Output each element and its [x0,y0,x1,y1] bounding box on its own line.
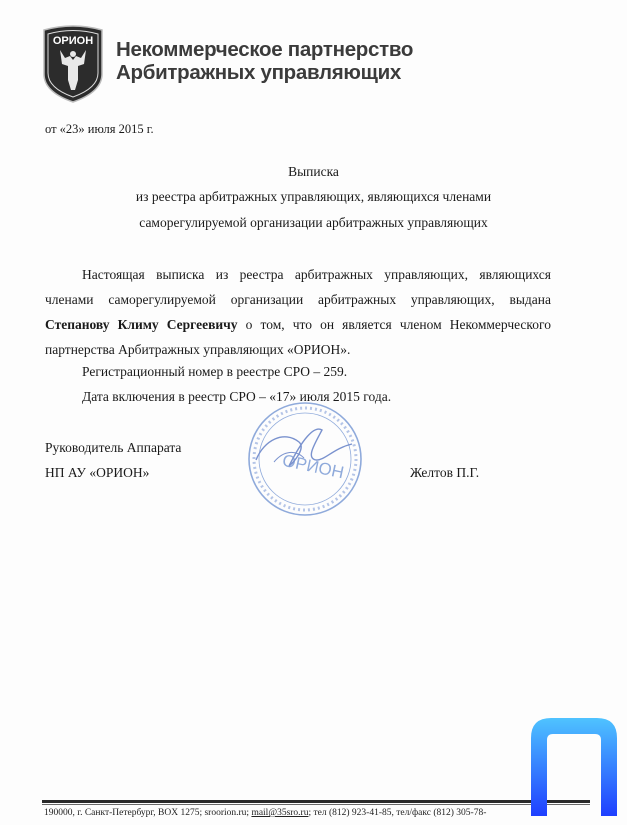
registration-number: Регистрационный номер в реестре СРО – 259. [82,364,348,379]
footer-address: 190000, г. Санкт-Петербург, BOX 1275; srooriоn.ru; [44,808,250,818]
document-title: Выписка [288,164,339,179]
signatory-title-line2: НП АУ «ОРИОН» [45,465,150,480]
signatory-name: Желтов П.Г. [410,465,480,480]
inclusion-date: Дата включения в реестр СРО – «17» июля 2015 года. [82,389,392,404]
document-subtitle-line2: саморегулируемой организации арбитражных управляющих [139,215,488,230]
stamp-center-text: ОРИОН [280,450,346,483]
document-subtitle-line1: из реестра арбитражных управляющих, являющихся членами [135,189,492,204]
statement-text-part1: Настоящая выписка из реестра арбитражных управляющих, являющихся членами саморегулируемой организации арбитражных управляющих, выдана [45,267,551,307]
signatory-title-line1: Руководитель Аппарата [45,440,182,455]
footer-phones: ; тел (812) 923-41-85, тел/факс (812) 305-78- [308,808,487,818]
statement-text-part2: о том, что он является членом Некоммерческого партнерства Арбитражных управляющих «ОРИОН». [45,317,551,357]
logo-text: ОРИОН [52,35,94,47]
letterhead [40,24,460,104]
footer-rule-thin [42,804,590,805]
org-name-line2: Арбитражных управляющих [116,61,402,84]
footer-rule-thick [42,800,590,803]
corner-arch-icon [529,716,619,816]
document-date: от «23» июля 2015 г. [45,122,154,136]
org-name-line1: Некоммерческое партнерство [116,38,414,61]
member-name: Степанову Климу Сергеевичу [45,317,238,332]
footer-contacts [44,808,486,818]
orion-logo [40,24,106,104]
statement-paragraph [45,262,551,362]
organization-name [116,38,413,84]
official-stamp [244,400,366,518]
footer-email-link[interactable]: mail@35sro.ru [251,808,309,818]
